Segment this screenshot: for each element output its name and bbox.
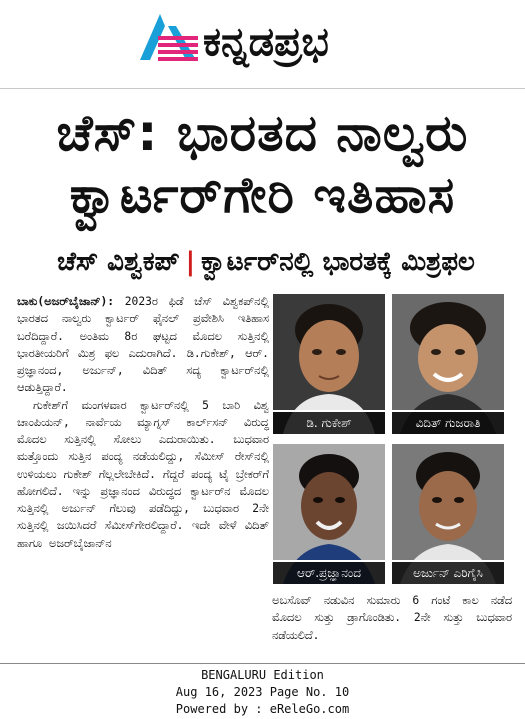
headline-line-2: ಕ್ವಾರ್ಟರ್‌ಗೇರಿ ಇತಿಹಾಸ (69, 166, 456, 224)
photo-caption-arjun: ಅರ್ಜುನ್ ಎರಿಗೈಸಿ (392, 560, 504, 584)
photo-caption-praggnanandhaa: ಆರ್.ಪ್ರಜ್ಞಾನಂದ (273, 560, 385, 584)
photo-caption-vidit: ವಿದಿತ್ ಗುಜರಾತಿ (392, 410, 504, 434)
footer-powered-by[interactable]: Powered by : eReleGo.com (175, 702, 350, 716)
article-paragraph-1 (17, 293, 269, 397)
masthead-divider (0, 88, 525, 89)
photo-gukesh (273, 294, 385, 434)
subhead-right: ಕ್ವಾರ್ಟರ್‌ನಲ್ಲಿ ಭಾರತಕ್ಕೆ ಮಿಶ್ರಫಲ (201, 247, 475, 277)
article-body (17, 293, 269, 552)
photo-vidit (392, 294, 504, 434)
subheadline (16, 244, 516, 280)
subhead-separator: | (185, 247, 196, 277)
kannadaprabha-logo-icon (138, 12, 200, 70)
headline-line-1: ಚೆಸ್: ಭಾರತದ ನಾಲ್ವರು (56, 104, 469, 162)
article-paragraph-2: ಗುಕೇಶ್‌ಗೆ ಮಂಗಳವಾರ ಕ್ವಾರ್ಟರ್‌ನಲ್ಲಿ 5 ಬಾರಿ ವಿಶ್ವ ಚಾಂಪಿಯನ್, ನಾರ್ವೆಯ ಮ್ಯಾಗ್ನಸ್ ಕಾರ್ಲ್‌ಸನ್ ವಿರುದ್ಧ ಮೊದಲ ಸುತ್ತಿನಲ್ಲಿ ಸೋಲು ಎದುರಾಯಿತು. ಬುಧವಾರ ಮತ್ತೊಂದು ಸುತ್ತಿನ ಪಂದ್ಯ ನಡೆಯಲಿದ್ದು, ಸೆಮೀಸ್ ರೇಸ್‌ನಲ್ಲಿ ಉಳಿಯಲು ಗುಕೇಶ್ ಗೆಲ್ಲಲೇಬೇಕಿದೆ. ಗೆದ್ದರೆ ಪಂದ್ಯ ಟೈ ಬ್ರೇಕರ್‌ಗೆ ಹೋಗಲಿದೆ. ಇನ್ನು ಪ್ರಜ್ಞಾನಂದ ವಿರುದ್ಧದ ಕ್ವಾರ್ಟರ್‌ನ ಮೊದಲ ಸುತ್ತಿನಲ್ಲಿ ಅರ್ಜುನ್ ಗೆಲುವು ಪಡೆದಿದ್ದು, ಬುಧವಾರ 2ನೇ ಸುತ್ತಿನಲ್ಲಿ ಜಯಿಸಿದರೆ ಸೆಮೀಸ್‌ಗೇರಲಿದ್ದಾರೆ. ಇದೇ ವೇಳೆ ವಿದಿತ್ ಹಾಗೂ ಅಜರ್‌ಬೈಜಾನ್‌ನ (17, 398, 269, 550)
footer-edition: BENGALURU Edition (201, 668, 324, 682)
dateline: ಬಾಕು(ಅಜರ್‌ಬೈಜಾನ್): (17, 295, 115, 308)
photo-caption-gukesh: ಡಿ. ಗುಕೇಶ್ (273, 410, 385, 434)
article-continuation: ಅಬಸೊವ್ ನಡುವಿನ ಸುಮಾರು 6 ಗಂಟೆ ಕಾಲ ನಡೆದ ಮೊದಲ ಸುತ್ತು ಡ್ರಾಗೊಂಡಿತು. 2ನೇ ಸುತ್ತು ಬುಧವಾರ ನಡೆಯಲಿದೆ. (272, 594, 512, 642)
photo-praggnanandhaa (273, 444, 385, 584)
photo-arjun (392, 444, 504, 584)
masthead (0, 0, 525, 88)
footer-date-page: Aug 16, 2023 Page No. 10 (175, 685, 350, 699)
footer-divider (0, 663, 525, 664)
subhead-left: ಚೆಸ್ ವಿಶ್ವಕಪ್ (57, 247, 180, 277)
paragraph-1-text: 2023ರ ಫಿಡೆ ಚೆಸ್ ವಿಶ್ವಕಪ್‌ನಲ್ಲಿ ಭಾರತದ ನಾಲ್ವರು ಕ್ವಾರ್ಟರ್ ಫೈನಲ್ ಪ್ರವೇಶಿಸಿ ಇತಿಹಾಸ ಬರೆದಿದ್ದಾರೆ. ಅಂತಿಮ 8ರ ಘಟ್ಟದ ಮೊದಲ ಸುತ್ತಿನಲ್ಲಿ ಭಾರತೀಯರಿಗೆ ಮಿಶ್ರ ಫಲ ಎದುರಾಗಿದೆ. ಡಿ.ಗುಕೇಶ್, ಆರ್. ಪ್ರಜ್ಞಾನಂದ, ಅರ್ಜುನ್, ವಿದಿತ್ ಸದ್ಯ ಕ್ವಾರ್ಟರ್‌ನಲ್ಲಿ ಆಡುತ್ತಿದ್ದಾರೆ. (17, 295, 269, 395)
brand-name: ಕನ್ನಡಪ್ರಭ (203, 19, 329, 65)
